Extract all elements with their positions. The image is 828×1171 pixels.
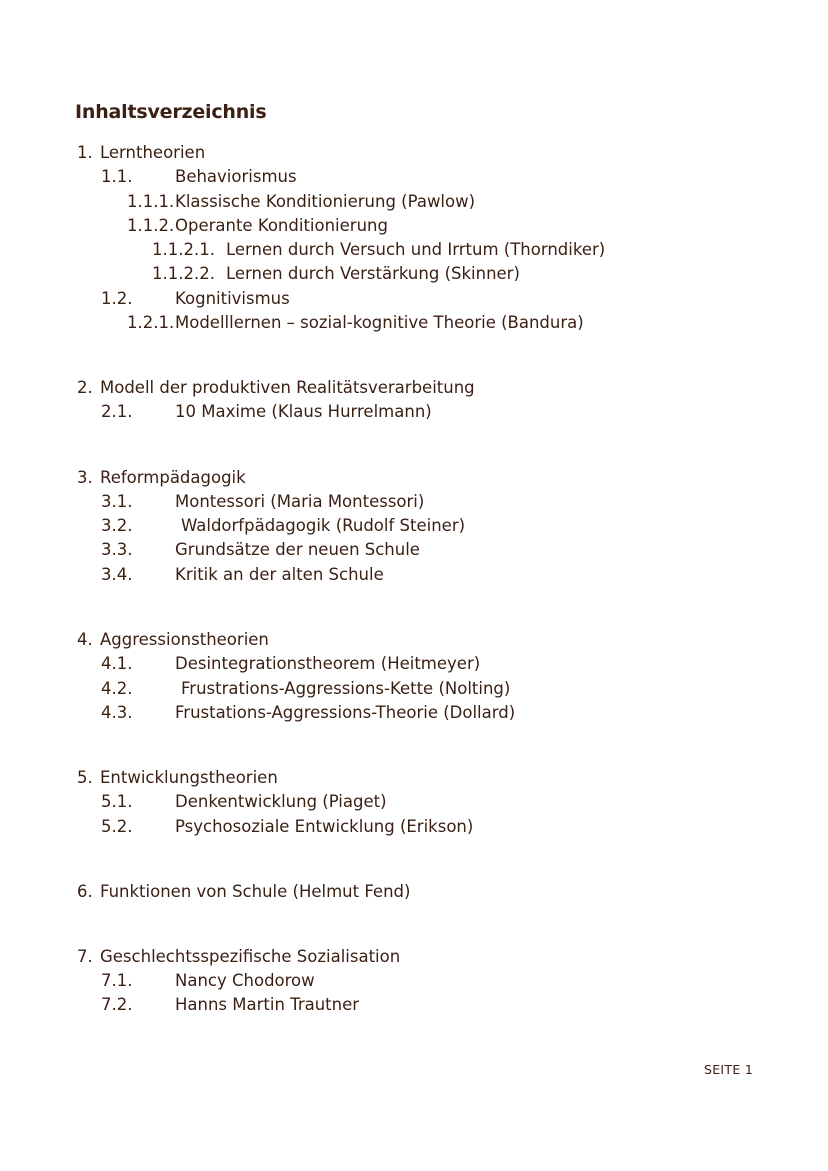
toc-text: Entwicklungstheorien bbox=[100, 768, 278, 787]
toc-number: 1. bbox=[77, 143, 93, 162]
toc-text: Modell der produktiven Realitätsverarbeitung bbox=[100, 378, 475, 397]
toc-number: 2.1. bbox=[101, 402, 133, 421]
toc-text: Aggressionstheorien bbox=[100, 630, 269, 649]
toc-text: Montessori (Maria Montessori) bbox=[175, 492, 425, 511]
toc-text: 10 Maxime (Klaus Hurrelmann) bbox=[175, 402, 432, 421]
toc-number: 1.1.2.1. bbox=[152, 240, 215, 259]
toc-text: Frustations-Aggressions-Theorie (Dollard) bbox=[175, 703, 516, 722]
toc-text: Desintegrationstheorem (Heitmeyer) bbox=[175, 654, 481, 673]
toc-number: 2. bbox=[77, 378, 93, 397]
toc-number: 1.1.1. bbox=[127, 192, 175, 211]
toc-number: 1.1.2. bbox=[127, 216, 175, 235]
toc-number: 4.1. bbox=[101, 654, 133, 673]
toc-text: Lernen durch Verstärkung (Skinner) bbox=[226, 264, 520, 283]
toc-number: 3.3. bbox=[101, 540, 133, 559]
toc-number: 5.1. bbox=[101, 792, 133, 811]
toc-text: Operante Konditionierung bbox=[175, 216, 388, 235]
toc-number: 7.2. bbox=[101, 995, 133, 1014]
toc-text: Frustrations-Aggressions-Kette (Nolting) bbox=[181, 679, 511, 698]
toc-text: Grundsätze der neuen Schule bbox=[175, 540, 420, 559]
toc-text: Lerntheorien bbox=[100, 143, 206, 162]
toc-text: Geschlechtsspezifische Sozialisation bbox=[100, 947, 401, 966]
toc-text: Funktionen von Schule (Helmut Fend) bbox=[100, 882, 411, 901]
toc-number: 3.1. bbox=[101, 492, 133, 511]
toc-text: Waldorfpädagogik (Rudolf Steiner) bbox=[181, 516, 466, 535]
toc-number: 5.2. bbox=[101, 817, 133, 836]
toc-text: Hanns Martin Trautner bbox=[175, 995, 360, 1014]
toc-text: Behaviorismus bbox=[175, 167, 297, 186]
toc-text: Denkentwicklung (Piaget) bbox=[175, 792, 387, 811]
toc-number: 1.2.1. bbox=[127, 313, 175, 332]
toc-number: 3. bbox=[77, 468, 93, 487]
toc-text: Modelllernen – sozial-kognitive Theorie (Bandura) bbox=[175, 313, 584, 332]
toc-text: Klassische Konditionierung (Pawlow) bbox=[175, 192, 476, 211]
toc-text: Kognitivismus bbox=[175, 289, 290, 308]
toc-number: 1.2. bbox=[101, 289, 133, 308]
toc-number: 4. bbox=[77, 630, 93, 649]
toc-number: 3.2. bbox=[101, 516, 133, 535]
page-number: SEITE 1 bbox=[704, 1062, 754, 1077]
toc-number: 6. bbox=[77, 882, 93, 901]
toc-number: 5. bbox=[77, 768, 93, 787]
toc-text: Reformpädagogik bbox=[100, 468, 246, 487]
toc-number: 7. bbox=[77, 947, 93, 966]
toc-text: Psychosoziale Entwicklung (Erikson) bbox=[175, 817, 474, 836]
toc-number: 3.4. bbox=[101, 565, 133, 584]
toc-number: 4.2. bbox=[101, 679, 133, 698]
toc-text: Kritik an der alten Schule bbox=[175, 565, 384, 584]
toc-number: 1.1.2.2. bbox=[152, 264, 215, 283]
page-title: Inhaltsverzeichnis bbox=[75, 101, 267, 123]
toc-number: 7.1. bbox=[101, 971, 133, 990]
toc-text: Lernen durch Versuch und Irrtum (Thorndiker) bbox=[226, 240, 606, 259]
toc-number: 1.1. bbox=[101, 167, 133, 186]
toc-number: 4.3. bbox=[101, 703, 133, 722]
toc-text: Nancy Chodorow bbox=[175, 971, 315, 990]
